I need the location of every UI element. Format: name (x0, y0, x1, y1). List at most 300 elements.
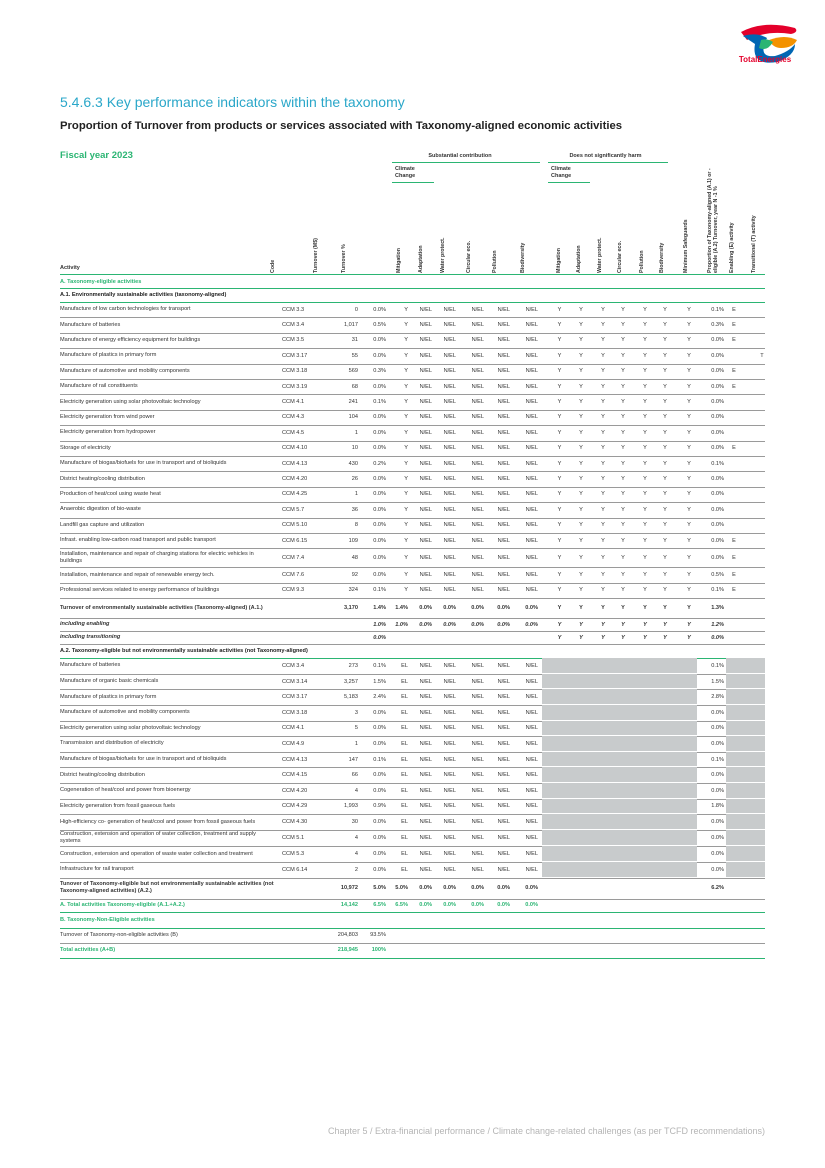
turnover-pct-cell: 100% (371, 947, 386, 954)
sc-cir-cell: N/EL (471, 740, 484, 747)
turnover-cell: 4 (354, 787, 358, 794)
sc-wat-cell: N/EL (443, 476, 456, 483)
sc-wat-cell: N/EL (443, 414, 456, 421)
table-title: Proportion of Turnover from products or services associated with Taxonomy-aligned economic activities (60, 120, 623, 132)
turnover-pct-cell: 0.5% (373, 322, 386, 329)
sc-cir-cell: N/EL (471, 572, 484, 579)
sc-wat-cell: N/EL (443, 772, 456, 779)
sc-ada-cell: N/EL (419, 337, 432, 344)
section-b-header (60, 912, 765, 929)
dnsh-cell: Y (643, 322, 647, 329)
turnover-pct-cell: 0.0% (373, 445, 386, 452)
sc-pol-cell: N/EL (497, 399, 510, 406)
table-row (60, 830, 765, 847)
a1-total-row (60, 598, 765, 619)
column-header-label: Code (270, 259, 276, 273)
not-applicable-shading (542, 799, 697, 814)
sc-pol-cell: N/EL (497, 414, 510, 421)
proportion-cell: 0.0% (711, 445, 724, 452)
proportion-cell: 0.1% (711, 587, 724, 594)
dnsh-cell: Y (557, 368, 562, 375)
sc-pol-cell: N/EL (497, 554, 510, 561)
column-header (520, 178, 528, 273)
dnsh-cell: Y (579, 506, 583, 513)
min-safeguards-cell: Y (687, 554, 691, 561)
sc-bio-cell: N/EL (525, 851, 538, 858)
sc-cir-cell: N/EL (471, 491, 484, 498)
dnsh-cell: Y (601, 445, 605, 452)
code-cell: CCM 4.30 (282, 819, 308, 826)
activity-cell: Tunover of Taxonomy-eligible but not environmentally sustainable activities (not Taxonomy-aligned activities) (A.2.) (60, 881, 274, 895)
sc-wat-cell: N/EL (443, 756, 456, 763)
turnover-cell: 104 (348, 414, 358, 421)
not-applicable-shading (726, 736, 765, 751)
not-applicable-shading (726, 705, 765, 720)
min-safeguards-cell: Y (687, 491, 691, 498)
dnsh-cell: Y (621, 587, 625, 594)
activity-cell: Transmission and distribution of electricity (60, 740, 164, 747)
turnover-pct-cell: 6.5% (373, 902, 386, 909)
table-row (60, 721, 765, 738)
section-a1-header-label: A.1. Environmentally sustainable activities (taxonomy-aligned) (60, 292, 227, 298)
sc-pol-cell: N/EL (497, 694, 510, 701)
activity-cell: Manufacture of organic basic chemicals (60, 678, 159, 685)
sc-wat-cell: N/EL (443, 851, 456, 858)
dnsh-cell: Y (601, 399, 605, 406)
table-row (60, 502, 765, 518)
dnsh-cell: Y (601, 634, 605, 641)
sc-wat-cell: N/EL (443, 506, 456, 513)
turnover-cell: 4 (354, 851, 358, 858)
sc-ada-cell: N/EL (419, 352, 432, 359)
min-safeguards-cell: Y (687, 587, 691, 594)
table-row (60, 302, 765, 318)
table-row (60, 548, 765, 568)
fiscal-year: Fiscal year 2023 (60, 150, 133, 161)
dnsh-cell: Y (621, 306, 625, 313)
sc-bio-cell: N/EL (525, 429, 538, 436)
not-applicable-shading (726, 846, 765, 861)
not-applicable-shading (726, 767, 765, 782)
dnsh-cell: Y (643, 476, 647, 483)
proportion-cell: 0.0% (711, 851, 724, 858)
not-applicable-shading (542, 736, 697, 751)
sc-wat-cell: 0.0% (443, 621, 456, 628)
enabling-cell: E (732, 445, 736, 452)
dnsh-cell: Y (663, 491, 667, 498)
proportion-cell: 0.0% (711, 476, 724, 483)
section-title: 5.4.6.3 Key performance indicators within the taxonomy (60, 94, 405, 110)
dnsh-cell: Y (579, 621, 583, 628)
sc-cir-cell: N/EL (471, 756, 484, 763)
sc-cir-cell: N/EL (471, 414, 484, 421)
dnsh-cell: Y (663, 506, 667, 513)
sc-mit-cell: 1.4% (395, 605, 408, 612)
not-applicable-shading (726, 799, 765, 814)
activity-cell: Infrast. enabling low-carbon road transport and public transport (60, 537, 216, 544)
sc-mit-cell: 6.5% (395, 902, 408, 909)
proportion-cell: 0.0% (711, 835, 724, 842)
dnsh-cell: Y (643, 572, 647, 579)
not-applicable-shading (726, 814, 765, 829)
sc-wat-cell: N/EL (443, 725, 456, 732)
proportion-cell: 0.0% (711, 429, 724, 436)
dnsh-cell: Y (621, 572, 625, 579)
sc-bio-cell: N/EL (525, 368, 538, 375)
min-safeguards-cell: Y (687, 306, 691, 313)
dnsh-cell: Y (643, 554, 647, 561)
sc-ada-cell: N/EL (419, 306, 432, 313)
sc-cir-cell: N/EL (471, 506, 484, 513)
transitional-cell (758, 317, 766, 332)
code-cell: CCM 3.17 (282, 694, 308, 701)
sc-wat-cell: N/EL (443, 322, 456, 329)
sc-cir-cell: N/EL (471, 445, 484, 452)
transitional-cell (758, 333, 766, 348)
enabling-cell (730, 348, 738, 363)
not-applicable-shading (542, 783, 697, 798)
table-row (60, 705, 765, 722)
transitional-cell (758, 456, 766, 471)
table-row (60, 674, 765, 691)
dnsh-cell: Y (643, 537, 647, 544)
proportion-cell: 0.5% (711, 572, 724, 579)
sc-bio-cell: N/EL (525, 322, 538, 329)
dnsh-cell: Y (663, 399, 667, 406)
table-row (60, 441, 765, 457)
sc-cir-cell: N/EL (471, 352, 484, 359)
sc-bio-cell: N/EL (525, 306, 538, 313)
min-safeguards-cell: Y (687, 322, 691, 329)
transitional-cell (758, 302, 766, 317)
dnsh-cell: Y (601, 522, 605, 529)
sc-pol-cell: N/EL (497, 866, 510, 873)
sc-mit-cell: Y (404, 572, 408, 579)
turnover-cell: 26 (351, 476, 358, 483)
sc-wat-cell: N/EL (443, 429, 456, 436)
sc-pol-cell: 0.0% (497, 621, 510, 628)
sc-pol-cell: N/EL (497, 772, 510, 779)
dnsh-cell: Y (643, 414, 647, 421)
dnsh-cell: Y (621, 414, 625, 421)
activity-cell: Manufacture of low carbon technologies for transport (60, 306, 191, 313)
proportion-cell: 1.8% (711, 803, 724, 810)
sc-pol-cell: N/EL (497, 537, 510, 544)
turnover-cell: 2 (354, 866, 358, 873)
sc-bio-cell: N/EL (525, 835, 538, 842)
sc-mit-cell: Y (404, 429, 408, 436)
min-safeguards-cell: Y (687, 537, 691, 544)
transitional-cell (758, 533, 766, 548)
column-header (313, 178, 321, 273)
sc-ada-cell: N/EL (419, 572, 432, 579)
column-header-label: Adaptation (418, 245, 424, 273)
proportion-cell: 0.0% (711, 709, 724, 716)
sc-cir-cell: N/EL (471, 851, 484, 858)
sc-bio-cell: N/EL (525, 694, 538, 701)
code-cell: CCM 4.15 (282, 772, 308, 779)
sc-wat-cell: N/EL (443, 662, 456, 669)
dnsh-cell: Y (601, 506, 605, 513)
dnsh-cell: Y (579, 383, 583, 390)
activity-cell: Infrastructure for rail transport (60, 866, 134, 873)
transitional-cell: T (760, 352, 764, 359)
proportion-cell: 0.0% (711, 787, 724, 794)
turnover-cell: 36 (351, 506, 358, 513)
code-cell: CCM 4.13 (282, 756, 308, 763)
sc-mit-cell: 1.0% (395, 621, 408, 628)
proportion-cell: 0.0% (711, 399, 724, 406)
proportion-cell: 0.0% (711, 772, 724, 779)
not-applicable-shading (726, 658, 765, 673)
turnover-pct-cell: 0.0% (373, 866, 386, 873)
sc-pol-cell: N/EL (497, 835, 510, 842)
sc-bio-cell: N/EL (525, 522, 538, 529)
sc-bio-cell: 0.0% (525, 885, 538, 892)
table-row (60, 518, 765, 534)
column-header-label: Turnover (M$) (313, 238, 319, 273)
sc-pol-cell: N/EL (497, 678, 510, 685)
sc-pol-cell: N/EL (497, 851, 510, 858)
dnsh-cell: Y (579, 445, 583, 452)
code-cell: CCM 9.3 (282, 587, 305, 594)
activity-cell: Electricity generation using solar photovoltaic technology (60, 724, 201, 731)
table-row (60, 814, 765, 831)
code-cell: CCM 3.5 (282, 337, 305, 344)
enabling-cell: E (732, 572, 736, 579)
activity-cell: District heating/cooling distribution (60, 771, 145, 778)
sc-ada-cell: N/EL (419, 787, 432, 794)
dnsh-cell: Y (579, 337, 583, 344)
section-a2-header (60, 644, 765, 659)
sc-pol-cell: N/EL (497, 819, 510, 826)
enabling-cell (730, 518, 738, 533)
dnsh-cell: Y (643, 522, 647, 529)
sc-ada-cell: N/EL (419, 429, 432, 436)
substantial-contribution-header: Substantial contribution (428, 153, 492, 159)
sc-bio-cell: N/EL (525, 787, 538, 794)
min-safeguards-cell: Y (687, 634, 691, 641)
dnsh-cell: Y (643, 399, 647, 406)
sc-wat-cell: N/EL (443, 537, 456, 544)
column-header (617, 178, 625, 273)
sc-mit-cell: EL (401, 866, 408, 873)
turnover-cell: 1,017 (344, 322, 358, 329)
not-applicable-shading (542, 689, 697, 704)
substantial-header-rule (392, 162, 540, 163)
sc-bio-cell: N/EL (525, 537, 538, 544)
table-row (60, 394, 765, 410)
a1-transitioning-row (60, 631, 765, 645)
turnover-pct-cell: 0.0% (373, 506, 386, 513)
dnsh-header-rule (548, 162, 668, 163)
a1-enabling-row (60, 618, 765, 632)
min-safeguards-cell: Y (687, 383, 691, 390)
proportion-cell: 2.8% (711, 694, 724, 701)
sc-wat-cell: 0.0% (443, 605, 456, 612)
dnsh-cell: Y (621, 537, 625, 544)
code-cell: CCM 7.6 (282, 572, 305, 579)
sc-ada-cell: N/EL (419, 694, 432, 701)
sc-ada-cell: N/EL (419, 678, 432, 685)
proportion-cell: 0.0% (711, 740, 724, 747)
column-header-label: Minimum Safeguards (683, 219, 689, 273)
code-cell: CCM 3.14 (282, 678, 308, 685)
column-header (556, 178, 564, 273)
sc-bio-cell: N/EL (525, 383, 538, 390)
proportion-cell: 0.1% (711, 460, 724, 467)
sc-ada-cell: N/EL (419, 725, 432, 732)
sc-pol-cell: N/EL (497, 522, 510, 529)
dnsh-cell: Y (663, 460, 667, 467)
sc-cir-cell: N/EL (471, 709, 484, 716)
dnsh-cell: Y (579, 429, 583, 436)
dnsh-cell: Y (557, 587, 562, 594)
turnover-cell: 430 (348, 460, 358, 467)
column-header-label: Biodiversity (659, 242, 665, 273)
column-header (707, 168, 719, 273)
code-cell: CCM 4.20 (282, 476, 308, 483)
sc-cir-cell: N/EL (471, 787, 484, 794)
proportion-cell: 0.0% (711, 368, 724, 375)
sc-ada-cell: N/EL (419, 460, 432, 467)
dnsh-cell: Y (643, 383, 647, 390)
column-header (492, 178, 500, 273)
sc-cir-cell: N/EL (471, 337, 484, 344)
activity-cell: Manufacture of batteries (60, 321, 121, 328)
table-row (60, 348, 765, 364)
min-safeguards-cell: Y (687, 572, 691, 579)
turnover-pct-cell: 0.0% (373, 572, 386, 579)
sc-pol-cell: N/EL (497, 662, 510, 669)
activity-cell: Landfill gas capture and utilization (60, 521, 145, 528)
enabling-cell: E (732, 537, 736, 544)
sc-bio-cell: N/EL (525, 491, 538, 498)
column-header-label: Mitigation (556, 247, 562, 273)
code-cell: CCM 4.1 (282, 399, 305, 406)
code-cell: CCM 4.20 (282, 787, 308, 794)
sc-ada-cell: N/EL (419, 399, 432, 406)
turnover-pct-cell: 2.4% (373, 694, 386, 701)
code-cell: CCM 4.1 (282, 725, 305, 732)
dnsh-cell: Y (579, 491, 583, 498)
turnover-pct-cell: 0.0% (373, 491, 386, 498)
transitional-cell (758, 410, 766, 425)
activity-cell: A. Total activities Taxonomy-eligible (A.1.+A.2.) (60, 901, 185, 908)
sc-pol-cell: N/EL (497, 429, 510, 436)
section-b-header-label: B. Taxonomy-Non-Eligible activities (60, 916, 155, 923)
min-safeguards-cell: Y (687, 429, 691, 436)
sc-wat-cell: 0.0% (443, 885, 456, 892)
activity-cell: Manufacture of plastics in primary form (60, 693, 157, 700)
sc-mit-cell: EL (401, 851, 408, 858)
sc-pol-cell: N/EL (497, 506, 510, 513)
column-header (270, 178, 278, 273)
dnsh-cell: Y (663, 368, 667, 375)
sc-pol-cell: N/EL (497, 476, 510, 483)
enabling-cell: E (732, 337, 736, 344)
turnover-pct-cell: 0.0% (373, 306, 386, 313)
proportion-cell: 1.3% (711, 605, 724, 612)
dnsh-cell: Y (621, 491, 625, 498)
code-cell: CCM 3.4 (282, 322, 305, 329)
sc-ada-cell: N/EL (419, 835, 432, 842)
sc-wat-cell: N/EL (443, 445, 456, 452)
activity-cell: Professional services related to energy performance of buildings (60, 586, 220, 593)
proportion-cell: 0.0% (711, 506, 724, 513)
dnsh-cell: Y (621, 399, 625, 406)
turnover-pct-cell: 0.2% (373, 460, 386, 467)
sc-mit-cell: Y (404, 352, 408, 359)
sc-mit-cell: Y (404, 491, 408, 498)
dnsh-cell: Y (579, 460, 583, 467)
sc-mit-cell: Y (404, 506, 408, 513)
not-applicable-shading (726, 830, 765, 845)
min-safeguards-cell: Y (687, 337, 691, 344)
transitional-cell (758, 394, 766, 409)
turnover-pct-cell: 0.0% (373, 476, 386, 483)
sc-pol-cell: N/EL (497, 491, 510, 498)
dnsh-cell: Y (643, 368, 647, 375)
turnover-cell: 92 (351, 572, 358, 579)
sc-pol-cell: N/EL (497, 368, 510, 375)
column-header-label: Turnover % (341, 244, 347, 273)
not-applicable-shading (726, 689, 765, 704)
sc-pol-cell: N/EL (497, 445, 510, 452)
dnsh-cell: Y (621, 460, 625, 467)
table-row (60, 583, 765, 599)
proportion-cell: 0.0% (711, 352, 724, 359)
turnover-pct-cell: 93.5% (370, 932, 386, 939)
dnsh-cell: Y (601, 554, 605, 561)
dnsh-cell: Y (663, 554, 667, 561)
column-header (751, 178, 759, 273)
table-row (60, 783, 765, 800)
sc-pol-cell: 0.0% (497, 902, 510, 909)
dnsh-cell: Y (557, 506, 562, 513)
activity-cell: Manufacture of rail constituents (60, 383, 138, 390)
not-applicable-shading (726, 862, 765, 877)
a2-total-row (60, 878, 765, 900)
activity-cell: including enabling (60, 621, 110, 628)
min-safeguards-cell: Y (687, 445, 691, 452)
column-header-label: Pollution (639, 250, 645, 273)
dnsh-cell: Y (663, 572, 667, 579)
enabling-cell (730, 410, 738, 425)
enabling-cell: E (732, 383, 736, 390)
section-a-header-label: A. Taxonomy-eligible activities (60, 278, 142, 285)
dnsh-cell: Y (557, 383, 562, 390)
dnsh-cell: Y (557, 605, 562, 612)
dnsh-cell: Y (579, 587, 583, 594)
dnsh-cell: Y (621, 605, 625, 612)
not-applicable-shading (726, 721, 765, 736)
sc-mit-cell: Y (404, 322, 408, 329)
activity-cell: Installation, maintenance and repair of charging stations for electric vehicles in buildings (60, 550, 254, 564)
sc-pol-cell: N/EL (497, 383, 510, 390)
sc-ada-cell: N/EL (419, 522, 432, 529)
column-header (659, 178, 667, 273)
sc-wat-cell: N/EL (443, 740, 456, 747)
table-row (60, 410, 765, 426)
sc-bio-cell: N/EL (525, 819, 538, 826)
sc-wat-cell: N/EL (443, 587, 456, 594)
turnover-cell: 48 (351, 554, 358, 561)
dnsh-cell: Y (557, 399, 562, 406)
turnover-pct-cell: 0.0% (373, 772, 386, 779)
sc-mit-cell: Y (404, 476, 408, 483)
turnover-pct-cell: 0.0% (373, 429, 386, 436)
